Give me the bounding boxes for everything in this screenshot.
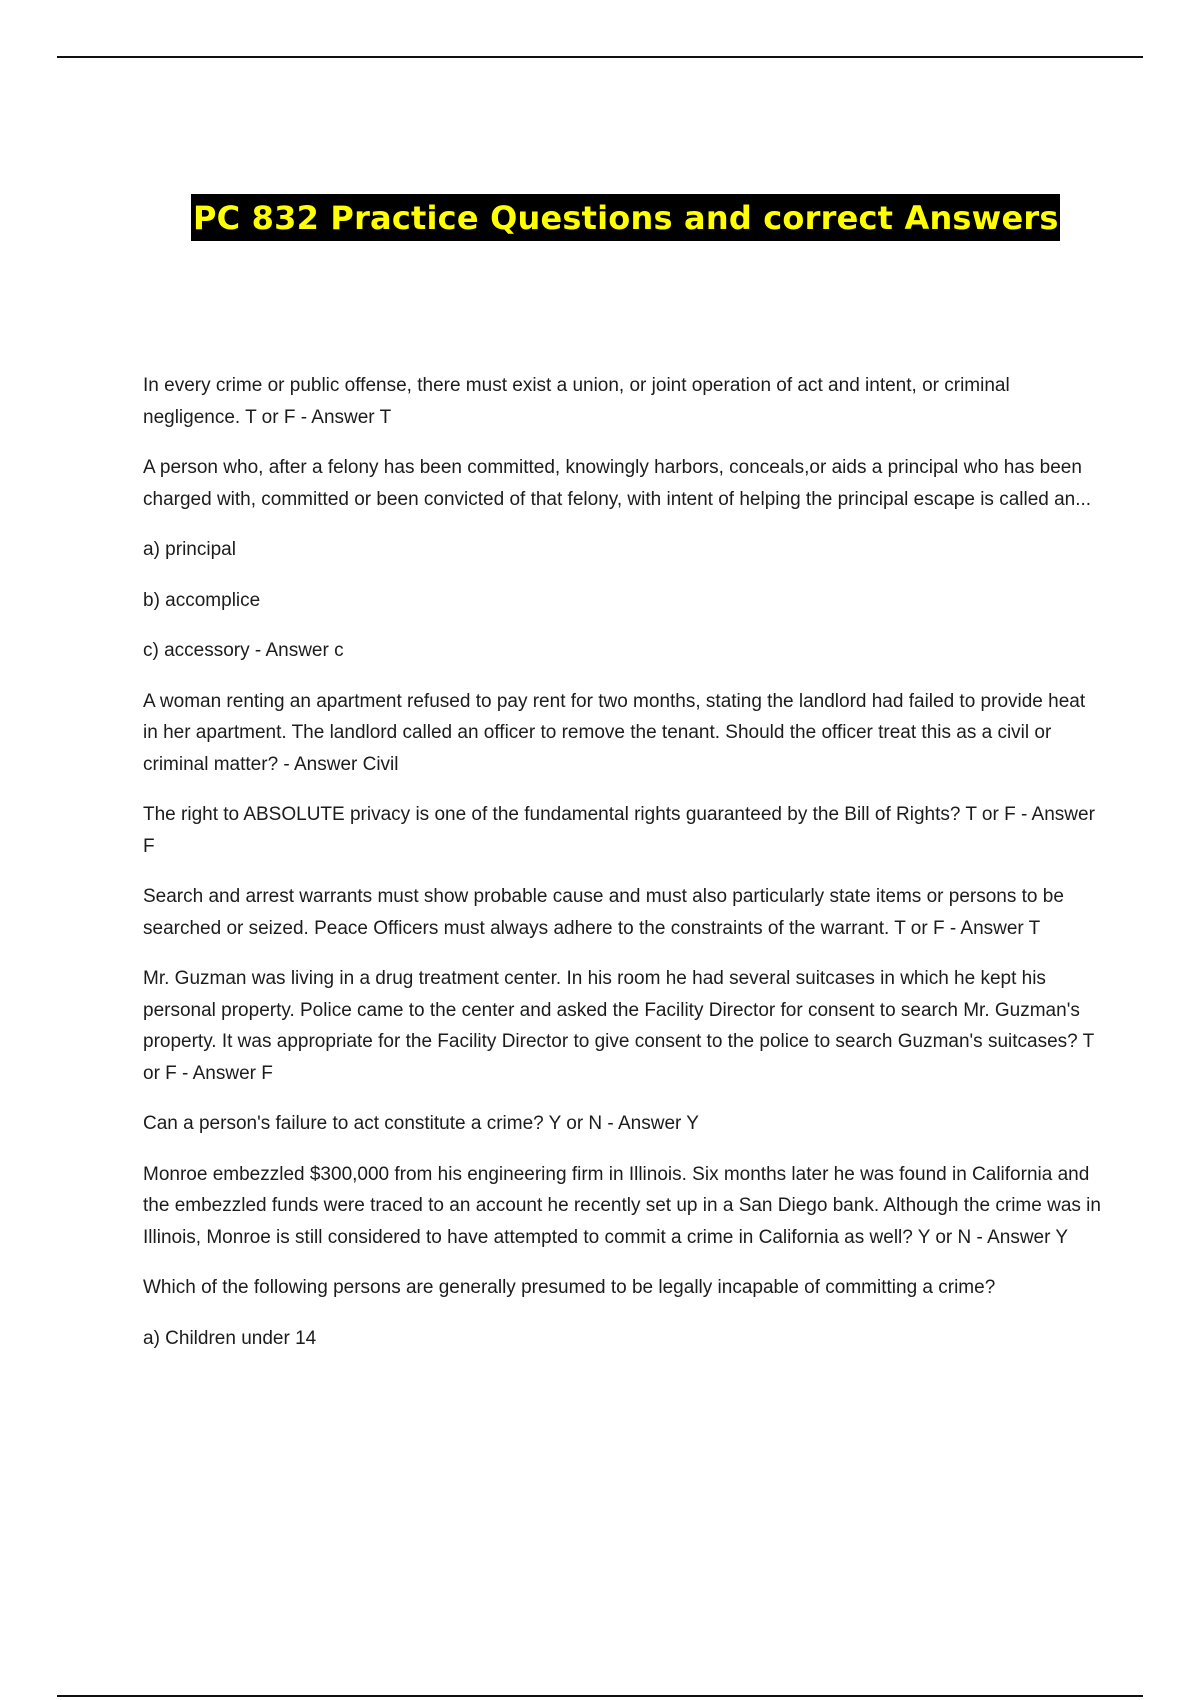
answer-option: a) principal — [143, 539, 236, 560]
answer-option: c) accessory - Answer c — [143, 640, 344, 661]
question-paragraph: Mr. Guzman was living in a drug treatment center. In his room he had several suitcases in which he kept his personal property. Police came to the center and asked the Facility Director for consent to search Mr. Guzman's property. It was appropriate for the Facility Director to give consent to the police to search Guzman's suitcases? T or F - Answer F — [143, 968, 1094, 1084]
document-body — [143, 370, 1103, 1373]
header-rule — [57, 56, 1143, 58]
question-paragraph: Which of the following persons are generally presumed to be legally incapable of committing a crime? — [143, 1277, 996, 1298]
answer-option: b) accomplice — [143, 589, 261, 611]
document-title: PC 832 Practice Questions and correct Answers — [193, 198, 1059, 237]
footer-rule — [57, 1695, 1143, 1697]
answer-option: a) Children under 14 — [143, 1327, 317, 1349]
question-paragraph: Can a person's failure to act constitute a crime? Y or N - Answer Y — [143, 1113, 699, 1134]
question-paragraph: Monroe embezzled $300,000 from his engineering firm in Illinois. Six months later he was found in California and the embezzled funds were traced to an account he recently set up in a San Diego bank. Although the crime was in Illinois, Monroe is still considered to have attempted to commit a crime in California as well? Y or N - Answer Y — [143, 1163, 1101, 1248]
question-paragraph: A person who, after a felony has been committed, knowingly harbors, conceals,or aids a principal who has been charged with, committed or been convicted of that felony, with intent of helping the principal escape is called an... — [143, 457, 1092, 510]
title-banner — [191, 194, 1060, 241]
question-paragraph: In every crime or public offense, there must exist a union, or joint operation of act and intent, or criminal negligence. T or F - Answer T — [143, 375, 1010, 428]
question-paragraph: Search and arrest warrants must show probable cause and must also particularly state items or persons to be searched or seized. Peace Officers must always adhere to the constraints of the warrant. T or F - Answer T — [143, 886, 1064, 939]
question-paragraph: A woman renting an apartment refused to pay rent for two months, stating the landlord had failed to provide heat in her apartment. The landlord called an officer to remove the tenant. Should the officer treat this as a civil or criminal matter? - Answer Civil — [143, 690, 1086, 775]
question-paragraph: The right to ABSOLUTE privacy is one of the fundamental rights guaranteed by the Bill of Rights? T or F - Answer F — [143, 804, 1095, 857]
